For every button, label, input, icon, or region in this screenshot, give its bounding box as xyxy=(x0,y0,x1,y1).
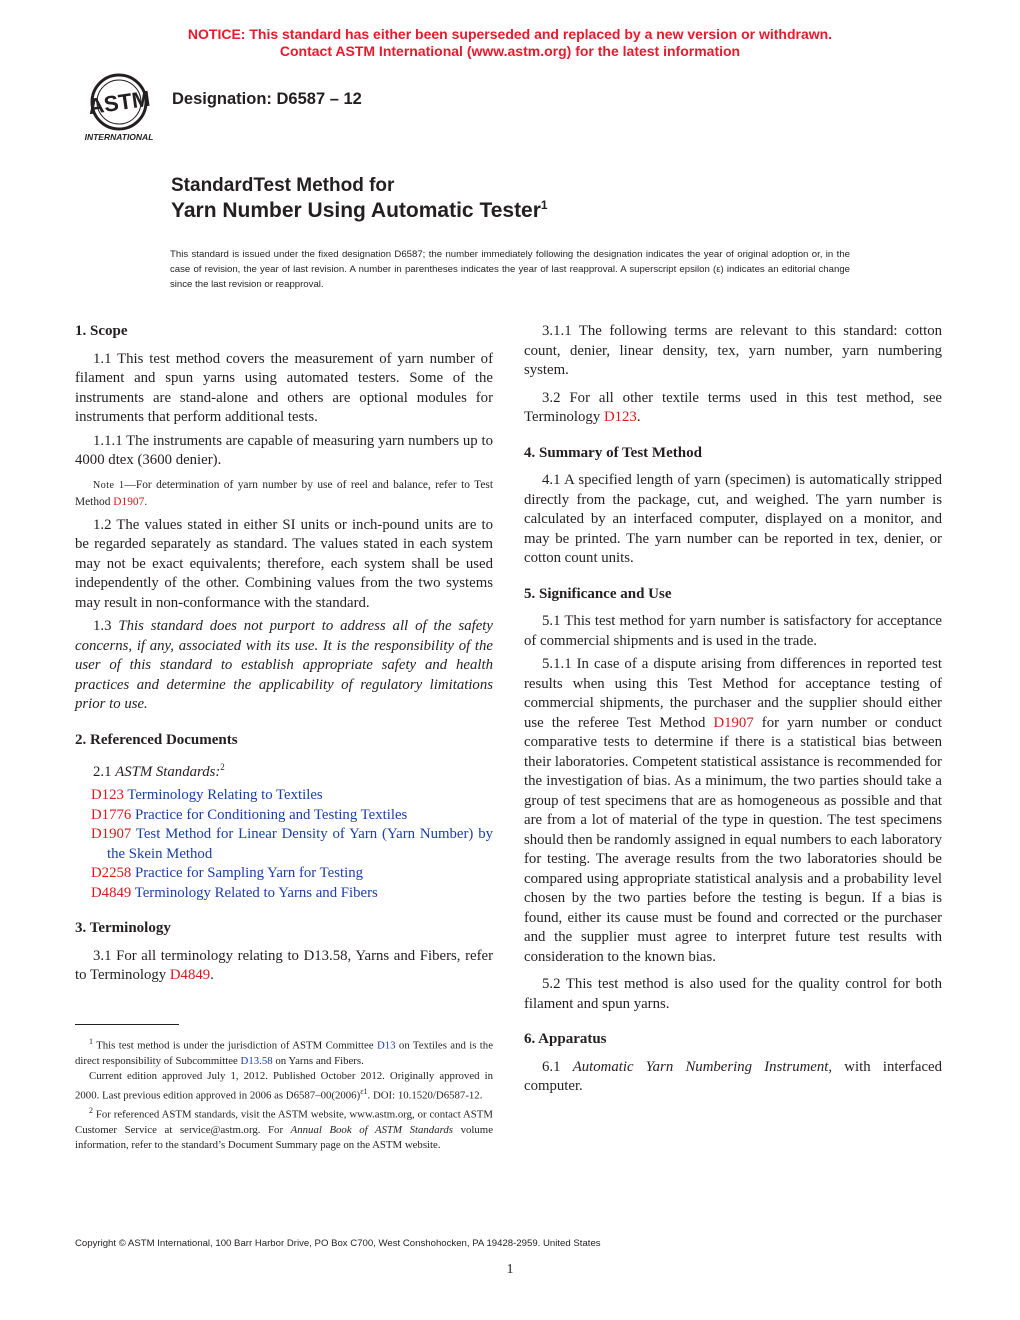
paragraph-6-1: 6.1 Automatic Yarn Numbering Instrument, with interfaced computer. xyxy=(524,1058,942,1094)
section-heading-apparatus: 6. Apparatus xyxy=(524,1031,607,1047)
title-line-2: Yarn Number Using Automatic Tester$^1$ xyxy=(171,198,548,222)
withdrawal-notice xyxy=(0,26,1020,60)
astm-logo-icon xyxy=(76,72,162,144)
link-d1907[interactable]: D1907 xyxy=(113,495,145,508)
designation: Designation: D6587 – 12 xyxy=(172,90,362,108)
logo-caption: INTERNATIONAL xyxy=(84,132,154,142)
copyright: Copyright © ASTM International, 100 Barr Harbor Drive, PO Box C700, West Conshohocken, PA 19428-2959. United States xyxy=(75,1238,601,1249)
document-title xyxy=(171,174,548,224)
paragraph-3-1-1: 3.1.1 The following terms are relevant to this standard: cotton count, denier, linear density, tex, yarn number, yarn numbering system. xyxy=(524,323,942,378)
paragraph-1-1-1: 1.1.1 The instruments are capable of measuring yarn numbers up to 4000 dtex (3600 denier). xyxy=(75,432,493,468)
note-1: Note 1—For determination of yarn number by use of reel and balance, refer to Test Method D1907. xyxy=(75,478,493,508)
section-heading-terminology: 3. Terminology xyxy=(75,920,171,937)
link-d1907[interactable]: D1907 xyxy=(713,714,754,731)
paragraph-2-1: 2.1 ASTM Standards:$^2$ xyxy=(93,762,225,780)
section-heading-scope: 1. Scope xyxy=(75,323,128,339)
ref-item[interactable]: D2258 Practice for Sampling Yarn for Testing xyxy=(91,865,363,882)
ref-item[interactable]: D1776 Practice for Conditioning and Testing Textiles xyxy=(91,806,408,823)
section-heading-summary: 4. Summary of Test Method xyxy=(524,444,702,461)
footnote-1: $^1$ This test method is under the jurisdiction of ASTM Committee D13 on Textiles and is the direct responsibility of Subcommittee D13.58 on Yarns and Fibers. xyxy=(75,1037,494,1067)
ref-item[interactable]: D1907 Test Method for Linear Density of Yarn (Yarn Number) by the Skein Method xyxy=(91,826,493,862)
section-heading-referenced-documents: 2. Referenced Documents xyxy=(75,731,238,748)
section-heading-significance: 5. Significance and Use xyxy=(524,585,672,602)
referenced-documents-list xyxy=(75,786,493,903)
left-column xyxy=(75,322,493,990)
notice-line-2: Contact ASTM International (www.astm.org) for the latest information xyxy=(279,43,741,59)
ref-item[interactable]: D123 Terminology Relating to Textiles xyxy=(91,787,323,804)
link-d123[interactable]: D123 xyxy=(603,409,637,425)
title-line-1: StandardTest Method for xyxy=(171,175,395,196)
paragraph-3-2: 3.2 For all other textile terms used in this test method, see Terminology D123. xyxy=(524,389,942,425)
logo-mark: ASTM xyxy=(86,85,152,120)
paragraph-4-1: 4.1 A specified length of yarn (specimen) is automatically stripped directly from the package, cut, and weighed. The yarn number is calculated by an interfaced computer, displayed on a monitor, and may be printed. The yarn number can be reported in tex, denier, or cotton count units. xyxy=(524,472,942,566)
paragraph-5-1: 5.1 This test method for yarn number is satisfactory for acceptance of commercial shipments and is used in the trade. xyxy=(524,613,942,649)
right-column xyxy=(524,322,942,1101)
paragraph-1-3: 1.3 This standard does not purport to address all of the safety concerns, if any, associated with its use. It is the responsibility of the user of this standard to establish appropriate safety and health practices and determine the applicability of regulatory limitations prior to use. xyxy=(75,618,493,712)
link-d13-58[interactable]: D13.58 xyxy=(240,1054,273,1067)
footnote-1-edition: Current edition approved July 1, 2012. Published October 2012. Originally approved in 2000. Last previous edition approved in 2006 as $D6587-00(2006)^{\varepsilon 1}$. DOI: 10.1520/D6587-12. xyxy=(75,1069,493,1102)
paragraph-5-1-1: 5.1.1 In case of a dispute arising from differences in reported test results when using this Test Method for acceptance testing of commercial shipments, the purchaser and the supplier should either use the referee Test Method D1907 for yarn number or conduct comparative tests to determine if there is a statistical bias between their laboratories. Competent statistical assistance is recommended for the investigation of bias. As a minimum, the two parties should take a group of test specimens that are as homogeneous as possible and that are from a lot of material of the type in question. The test specimens should then be randomly assigned in equal numbers to each laboratory for testing. The average results from the two laboratories should be compared using appropriate statistical analysis and a probability level chosen by the two parties before the testing is begun. If a bias is found, either its cause must be found and corrected or the purchaser and the supplier must agree to interpret future test results with consideration to the known bias. xyxy=(524,656,942,965)
page-number: 1 xyxy=(506,1262,514,1277)
paragraph-5-2: 5.2 This test method is also used for the quality control for both filament and spun yarns. xyxy=(524,976,942,1012)
link-d13[interactable]: D13 xyxy=(376,1039,396,1052)
link-d4849[interactable]: D4849 xyxy=(169,967,211,984)
footnote-2: $^2$ For referenced ASTM standards, visit the ASTM website, www.astm.org, or contact ASTM Customer Service at service@astm.org. For Annual Book of ASTM Standards volume information, refer to the standard’s Document Summary page on the ASTM website. xyxy=(75,1106,493,1151)
paragraph-1-1: 1.1 This test method covers the measurement of yarn number of filament and spun yarns using automated testers. Some of the instruments are stand-alone and others are optional modules for instruments that perform additional tests. xyxy=(75,350,493,425)
footnote-divider xyxy=(75,1024,179,1025)
footnotes xyxy=(75,1034,493,1153)
paragraph-3-1: 3.1 For all terminology relating to D13.58, Yarns and Fibers, refer to Terminology D4849. xyxy=(75,947,493,984)
notice-line-1: NOTICE: This standard has either been superseded and replaced by a new version or withdrawn. xyxy=(187,26,833,42)
issuance-statement: This standard is issued under the fixed designation D6587; the number immediately following the designation indicates the year of original adoption or, in the case of revision, the year of last revision. A number in parentheses indicates the year of last reapproval. A superscript epsilon (ε) indicates an editorial change since the last revision or reapproval. xyxy=(170,249,850,290)
paragraph-1-2: 1.2 The values stated in either SI units or inch-pound units are to be regarded separately as standard. The values stated in each system may not be exact equivalents; therefore, each system shall be used independently of the other. Combining values from the two systems may result in non-conformance with the standard. xyxy=(75,516,493,611)
ref-item[interactable]: D4849 Terminology Related to Yarns and Fibers xyxy=(91,884,378,901)
